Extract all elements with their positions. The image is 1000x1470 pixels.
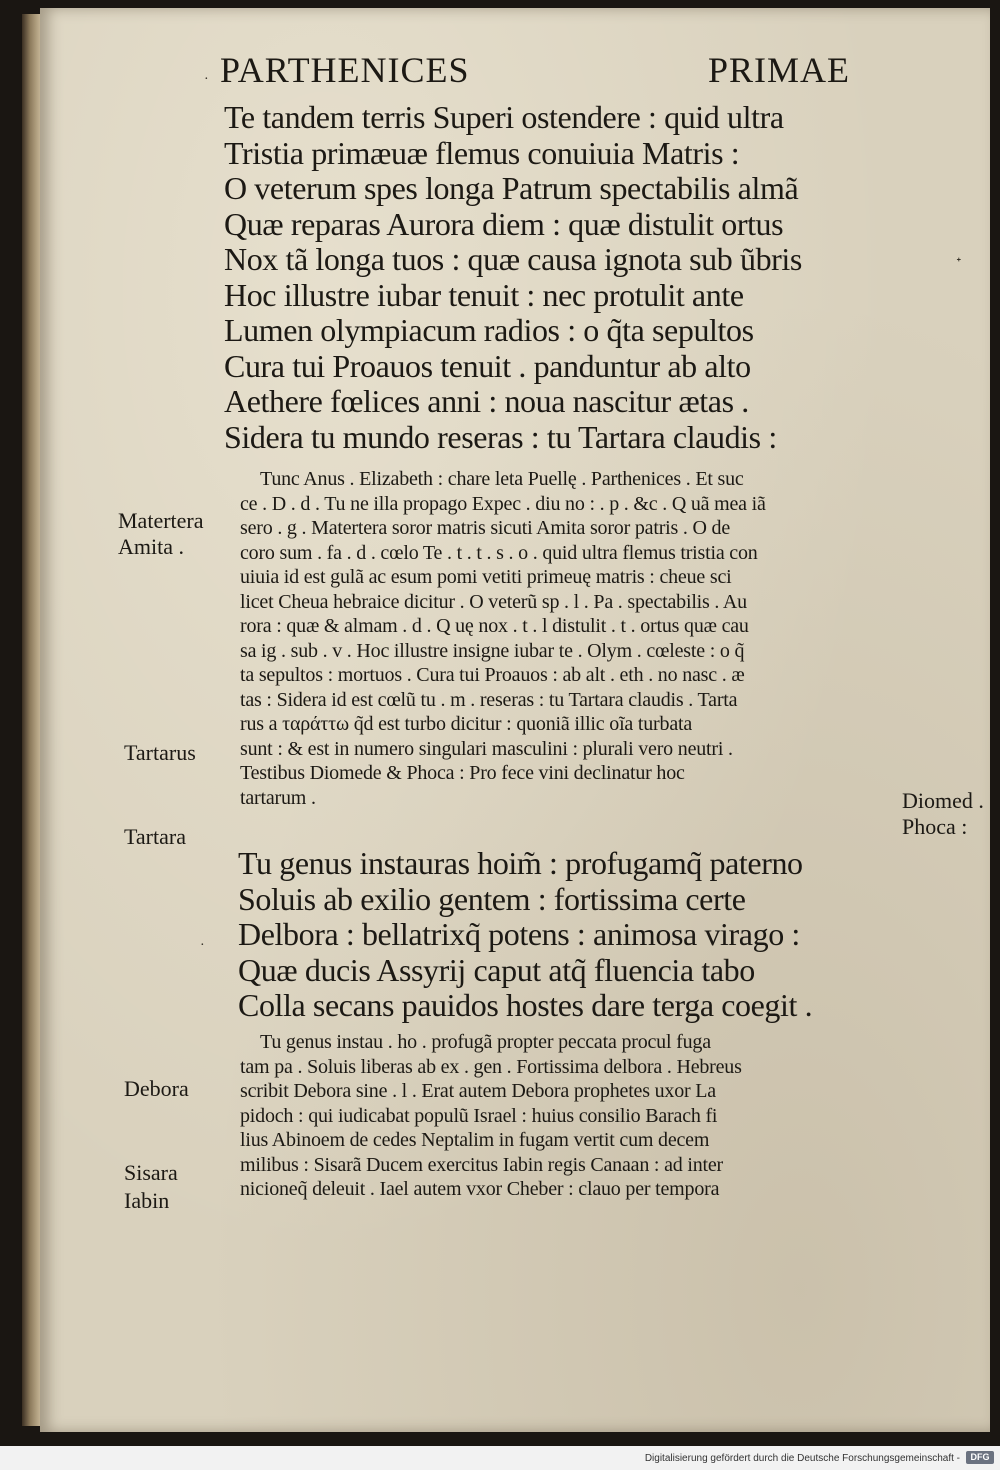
verse-line: Sidera tu mundo reseras : tu Tartara claudis : [224,418,777,455]
verse-line: Soluis ab exilio gentem : fortissima certe [238,880,746,917]
book-edge [22,14,42,1426]
gloss-sisara: Sisara [124,1160,178,1185]
verse-line: Nox tã longa tuos : quæ causa ignota sub ũbris [224,241,802,277]
gloss-diomed: Diomed . [902,788,984,813]
commentary-line: rus a ταράττω q̃d est turbo dicitur : quoniã illic oĩa turbata [240,713,693,735]
verse-line: Te tandem terris Superi ostendere : quid ultra [224,99,784,135]
gloss-tartarus: Tartarus [124,740,196,765]
gloss-iabin: Iabin [124,1188,170,1213]
commentary-line: ta sepultos : mortuos . Cura tui Proauos : ab alt . eth . no nasc . æ [240,664,745,686]
commentary-line: nicioneq̃ deleuit . Iael autem vxor Cheber : clauo per tempora [240,1178,720,1200]
commentary-line: Tu genus instau . ho . profugã propter peccata procul fuga [260,1031,711,1053]
gloss-debora: Debora [124,1076,189,1101]
commentary-line: rora : quæ & almam . d . Q uę nox . t . l distulit . t . ortus quæ cau [240,615,749,637]
commentary-line: ce . D . d . Tu ne illa propago Expec . diu no : . p . &c . Q uã mea iã [240,492,766,515]
verse-line: O veterum spes longa Patrum spectabilis almã [224,170,799,206]
commentary-line: uiuia id est gulã ac esum pomi vetiti primeuę matris : cheue sci [240,566,732,588]
verse-line: Tu genus instauras hoim̃ : profugamq̃ paterno [238,845,803,881]
commentary-line: licet Cheua hebraice dicitur . O veterũ sp . l . Pa . spectabilis . Au [240,590,747,613]
commentary-line: lius Abinoem de cedes Neptalim in fugam vertit cum decem [240,1129,710,1151]
ink-speck: · [200,938,205,953]
commentary-block-2 [240,1030,742,1202]
running-head [220,52,850,88]
verse-block-2 [238,846,812,1024]
ink-speck: · [204,72,209,87]
verse-line: Aethere fœlices anni : noua nascitur ætas . [224,383,749,419]
gloss-matertera: Matertera [118,508,204,533]
gloss-tartara: Tartara [124,824,186,849]
verse-line: Cura tui Proauos tenuit . panduntur ab alto [224,347,751,384]
verse-line: Quæ ducis Assyrij caput atq̃ fluencia tabo [238,951,755,988]
verse-line: Quæ reparas Aurora diem : quæ distulit ortus [224,205,784,242]
commentary-line: scribit Debora sine . l . Erat autem Debora prophetes uxor La [240,1080,716,1102]
verse-line: Lumen olympiacum radios : o q̃ta sepultos [224,312,754,348]
commentary-line: coro sum . fa . d . cœlo Te . t . t . s . o . quid ultra flemus tristia con [240,541,758,564]
commentary-line: sero . g . Matertera soror matris sicuti Amita soror patris . O de [240,517,731,539]
ink-speck: ᐩ [956,256,962,271]
verse-line: Delbora : bellatrixq̃ potens : animosa virago : [238,916,800,952]
commentary-line: pidoch : qui iudicabat populũ Israel : huius consilio Barach fi [240,1104,718,1127]
commentary-line: sunt : & est in numero singulari masculini : plurali vero neutri . [240,737,733,760]
running-head-left: PARTHENICES [220,50,470,90]
footer-credit: Digitalisierung gefördert durch die Deutsche Forschungsgemeinschaft - [644,1453,960,1464]
commentary-line: tam pa . Soluis liberas ab ex . gen . Fortissima delbora . Hebreus [240,1055,742,1078]
running-head-right: PRIMAE [707,50,850,90]
commentary-line: tas : Sidera id est cœlũ tu . m . reseras : tu Tartara claudis . Tarta [240,688,738,711]
verse-block-1 [224,100,802,455]
commentary-line: Testibus Diomede & Phoca : Pro fece vini declinatur hoc [240,762,685,784]
gloss-amita: Amita . [118,534,184,559]
verse-line: Colla secans pauidos hostes dare terga coegit . [238,987,813,1023]
dfg-logo: DFG [966,1451,994,1464]
verse-line: Tristia primæuæ flemus conuiuia Matris : [224,134,740,171]
commentary-line: tartarum . [240,786,316,809]
commentary-line: milibus : Sisarã Ducem exercitus Iabin regis Canaan : ad inter [240,1153,724,1176]
commentary-line: sa ig . sub . v . Hoc illustre insigne iubar te . Olym . cœleste : o q̃ [240,639,745,662]
verse-line: Hoc illustre iubar tenuit : nec protulit ante [224,276,744,313]
digitization-footer [0,1446,1000,1470]
commentary-block-1 [240,467,766,810]
commentary-line: Tunc Anus . Elizabeth : chare leta Puellę . Parthenices . Et suc [260,468,744,490]
gloss-phoca: Phoca : [902,814,968,839]
